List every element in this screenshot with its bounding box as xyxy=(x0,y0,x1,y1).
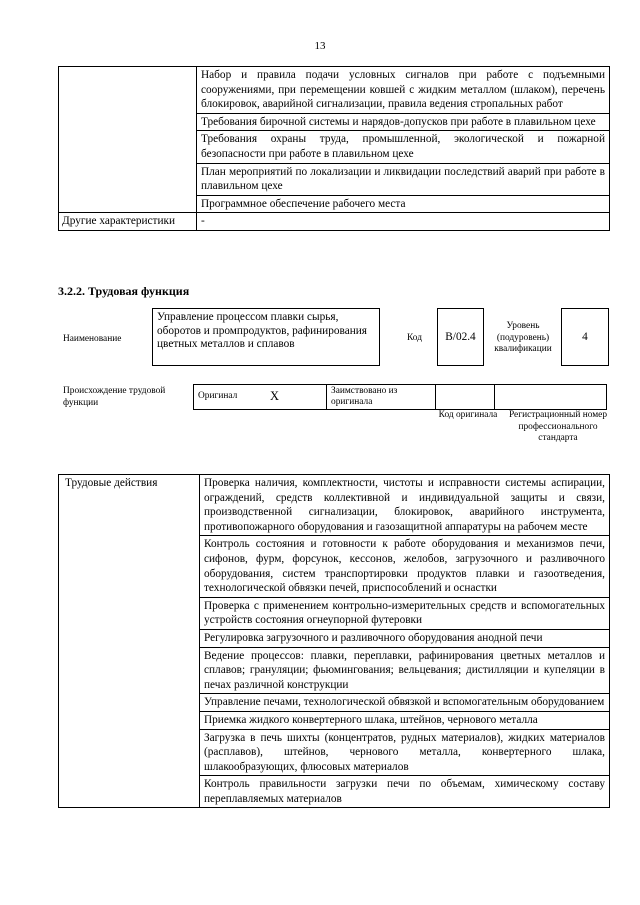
function-code: B/02.4 xyxy=(437,308,484,366)
table-row xyxy=(194,385,607,410)
registration-number-label: Регистрационный номер профессионального стандарта xyxy=(508,410,608,443)
table-cell: Контроль состояния и готовности к работе оборудования и механизмов печи, сифонов, фурм, форсунок, кессонов, желобов, загрузочного и разливочного оборудования, систем транспортировки продуктов плавки и газоотведения, технологической обвязки печей, приспособлений и оснастки xyxy=(200,536,610,597)
qualification-level: 4 xyxy=(561,308,609,366)
table-cell: Программное обеспечение рабочего места xyxy=(197,195,610,213)
function-name: Управление процессом плавки сырья, оборотов и промпродуктов, рафинирования цветных металлов и сплавов xyxy=(152,308,380,366)
table-cell: Проверка с применением контрольно-измерительных средств и вспомогательных устройств состояния огнеупорной футеровки xyxy=(200,597,610,629)
table-cell: Контроль правильности загрузки печи по объемам, химическому составу переплавляемых материалов xyxy=(200,776,610,808)
level-label: Уровень (подуровень) квалификации xyxy=(494,321,552,354)
labor-actions-table xyxy=(58,474,610,808)
name-label: Наименование xyxy=(63,334,122,344)
table-cell-empty xyxy=(59,67,197,213)
origin-label: Происхождение трудовой функции xyxy=(63,386,166,408)
section-title: 3.2.2. Трудовая функция xyxy=(58,284,190,298)
table-row xyxy=(59,67,610,114)
table-cell: Приемка жидкого конвертерного шлака, штейнов, чернового металла xyxy=(200,711,610,729)
table-cell: Проверка наличия, комплектности, чистоты и исправности системы аспирации, ограждений, средств коллективной и индивидуальной защиты и связи, производственной сигнализации, блокировок, аварийного инструмента, противопожарного оборудования и газозащитной аппаратуры на рабочем месте xyxy=(200,475,610,536)
original-mark: X xyxy=(266,385,327,410)
knowledge-table xyxy=(58,66,610,231)
other-characteristics-label: Другие характеристики xyxy=(59,213,197,231)
registration-number-cell xyxy=(495,385,607,410)
table-cell: Управление печами, технологической обвязкой и вспомогательным оборудованием xyxy=(200,694,610,712)
original-label: Оригинал xyxy=(194,385,267,410)
borrowed-label: Заимствовано из оригинала xyxy=(327,385,436,410)
code-original-cell xyxy=(436,385,495,410)
other-characteristics-value: - xyxy=(197,213,610,231)
table-cell: Требования бирочной системы и нарядов-допусков при работе в плавильном цехе xyxy=(197,113,610,131)
table-row xyxy=(59,213,610,231)
code-label: Код xyxy=(407,333,422,343)
page-number: 13 xyxy=(314,40,326,52)
code-original-label: Код оригинала xyxy=(438,410,498,420)
table-row xyxy=(59,475,610,536)
table-cell: Ведение процессов: плавки, переплавки, рафинирования цветных металлов и сплавов; грануляции; фьюмингования; вельцевания; дистилляции и купеляции в печах различной конструкции xyxy=(200,647,610,694)
labor-actions-label: Трудовые действия xyxy=(59,475,200,808)
table-cell: Регулировка загрузочного и разливочного оборудования анодной печи xyxy=(200,629,610,647)
table-cell: План мероприятий по локализации и ликвидации последствий аварий при работе в плавильном цехе xyxy=(197,163,610,195)
origin-table xyxy=(193,384,607,410)
table-cell: Набор и правила подачи условных сигналов при работе с подъемными сооружениями, при перемещении ковшей с жидким металлом (шлаком), перечень блокировок, аварийной сигнализации, правила ведения стропальных работ xyxy=(197,67,610,114)
table-cell: Загрузка в печь шихты (концентратов, рудных материалов), жидких материалов (расплавов), штейнов, чернового металла, конвертерного шлака, шлакообразующих, флюсовых материалов xyxy=(200,729,610,776)
table-cell: Требования охраны труда, промышленной, экологической и пожарной безопасности при работе в плавильном цехе xyxy=(197,131,610,163)
